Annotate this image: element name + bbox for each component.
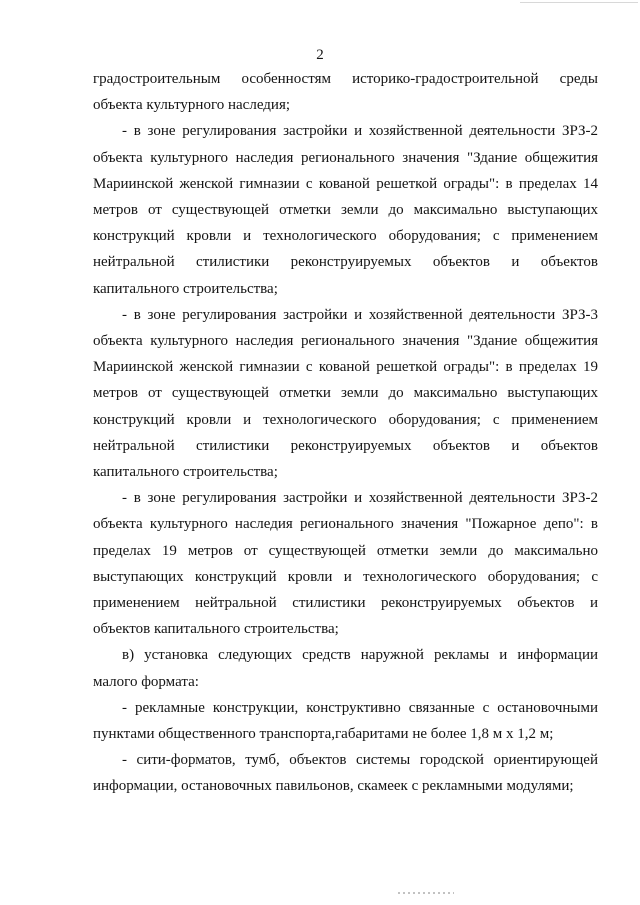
paragraph-advertising-structures: - рекламные конструкции, конструктивно связанные с остановочными пунктами общественного транспорта,габаритами не более 1,8 м х 1,2 м;	[93, 699, 598, 743]
scan-artifact	[398, 892, 454, 894]
paragraph-zrz2-dormitory: - в зоне регулирования застройки и хозяйственной деятельности ЗРЗ-2 объекта культурного наследия регионального значения "Здание общежития Мариинской женской гимназии с кованой решеткой ограды": в пределах 14 метров от существующей отметки земли до максимально выступающих конструкций кровли и технологического оборудования; с применением нейтральной стилистики реконструируемых объектов и объектов капитального строительства;	[93, 123, 598, 297]
paragraph-continuation: градостроительным особенностям историко-градостроительной среды объекта культурного наследия;	[93, 71, 598, 114]
page-number: 2	[316, 47, 324, 63]
scan-edge-line	[520, 2, 638, 3]
paragraph-zrz2-fire-depot: - в зоне регулирования застройки и хозяйственной деятельности ЗРЗ-2 объекта культурного наследия регионального значения "Пожарное депо": в пределах 19 метров от существующей отметки земли до максимально выступающих конструкций кровли и технологического оборудования; с применением нейтральной стилистики реконструируемых объектов и объектов капитального строительства;	[93, 490, 598, 638]
paragraph-zrz3-dormitory: - в зоне регулирования застройки и хозяйственной деятельности ЗРЗ-3 объекта культурного наследия регионального значения "Здание общежития Мариинской женской гимназии с кованой решеткой ограды": в пределах 19 метров от существующей отметки земли до максимально выступающих конструкций кровли и технологического оборудования; с применением нейтральной стилистики реконструируемых объектов и объектов капитального строительства;	[93, 306, 598, 481]
document-body	[93, 66, 598, 800]
paragraph-city-formats: - сити-форматов, тумб, объектов системы городской ориентирующей информации, остановочных павильонов, скамеек с рекламными модулями;	[93, 752, 598, 795]
paragraph-item-v-advertising: в) установка следующих средств наружной рекламы и информации малого формата:	[93, 647, 598, 690]
